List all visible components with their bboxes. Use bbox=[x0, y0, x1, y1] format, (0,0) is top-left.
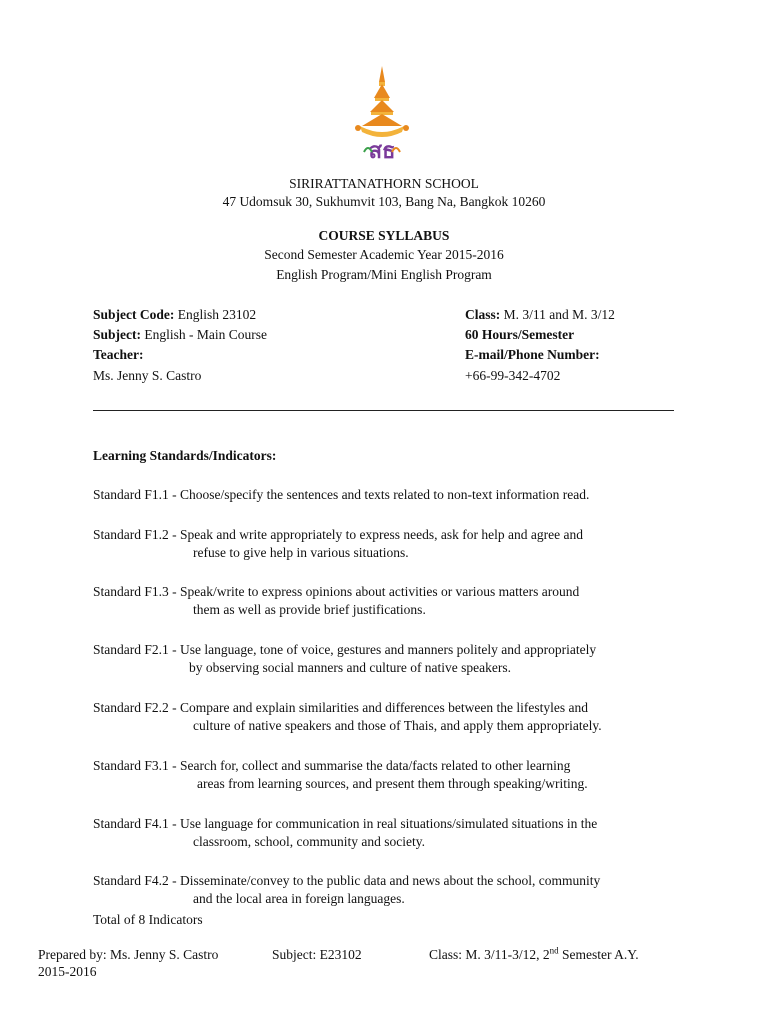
footer-year: 2015-2016 bbox=[38, 964, 97, 979]
subject-code-value: English 23102 bbox=[174, 307, 257, 322]
standard-line1: Standard F4.1 - Use language for communication in real situations/simulated situations in the bbox=[93, 816, 598, 831]
footer-class-ordinal: nd bbox=[549, 945, 559, 956]
semester-line: Second Semester Academic Year 2015-2016 bbox=[264, 247, 504, 262]
standard-line1: Standard F4.2 - Disseminate/convey to the public data and news about the school, community bbox=[93, 873, 601, 888]
standard-item bbox=[93, 873, 600, 907]
standard-line2: by observing social manners and culture of native speakers. bbox=[189, 660, 512, 675]
standard-line2: culture of native speakers and those of Thais, and apply them appropriately. bbox=[193, 718, 602, 733]
subject-value: English - Main Course bbox=[141, 327, 267, 342]
class-row bbox=[465, 307, 615, 323]
standard-line2: classroom, school, community and society. bbox=[193, 834, 425, 849]
standard-line1: Standard F3.1 - Search for, collect and summarise the data/facts related to other learning bbox=[93, 758, 571, 773]
standard-item bbox=[93, 487, 589, 503]
subject-label: Subject: bbox=[93, 327, 141, 342]
school-name: SIRIRATTANATHORN SCHOOL bbox=[289, 176, 479, 191]
standard-item bbox=[93, 584, 579, 618]
school-address: 47 Udomsuk 30, Sukhumvit 103, Bang Na, Bangkok 10260 bbox=[222, 194, 546, 209]
standard-line2: and the local area in foreign languages. bbox=[193, 891, 405, 906]
page-title: COURSE SYLLABUS bbox=[318, 228, 450, 243]
school-emblem-icon bbox=[350, 64, 414, 168]
standard-item bbox=[93, 642, 596, 676]
footer-class: Class: M. 3/11-3/12, 2nd Semester A.Y. bbox=[429, 945, 639, 962]
standard-line2: them as well as provide brief justifications. bbox=[193, 602, 426, 617]
footer-prepared-by: Prepared by: Ms. Jenny S. Castro bbox=[38, 947, 219, 962]
standard-item bbox=[93, 527, 583, 561]
contact-label: E-mail/Phone Number: bbox=[465, 347, 600, 362]
standard-item bbox=[93, 758, 588, 792]
teacher-label: Teacher: bbox=[93, 347, 144, 362]
standard-item bbox=[93, 700, 602, 734]
divider bbox=[93, 410, 674, 411]
program-line: English Program/Mini English Program bbox=[276, 267, 492, 282]
standard-item bbox=[93, 816, 597, 850]
hours-label: 60 Hours/Semester bbox=[465, 327, 575, 342]
standard-line2: areas from learning sources, and present them through speaking/writing. bbox=[197, 776, 588, 791]
standard-line1: Standard F1.3 - Speak/write to express opinions about activities or various matters around bbox=[93, 584, 580, 599]
teacher-name: Ms. Jenny S. Castro bbox=[93, 368, 202, 383]
subject-code-row bbox=[93, 307, 256, 323]
standard-line1: Standard F2.1 - Use language, tone of voice, gestures and manners politely and appropriately bbox=[93, 642, 597, 657]
class-value: M. 3/11 and M. 3/12 bbox=[500, 307, 615, 322]
school-logo bbox=[350, 64, 414, 168]
footer-subject: Subject: E23102 bbox=[272, 947, 362, 962]
standards-heading: Learning Standards/Indicators: bbox=[93, 448, 277, 463]
subject-code-label: Subject Code: bbox=[93, 307, 175, 322]
contact-value: +66-99-342-4702 bbox=[465, 368, 561, 383]
class-label: Class: bbox=[465, 307, 501, 322]
standard-line2: refuse to give help in various situations. bbox=[193, 545, 409, 560]
total-indicators: Total of 8 Indicators bbox=[93, 912, 203, 927]
standard-line1: Standard F2.2 - Compare and explain similarities and differences between the lifestyles and bbox=[93, 700, 588, 715]
standard-line1: Standard F1.1 - Choose/specify the sentences and texts related to non-text information read. bbox=[93, 487, 590, 502]
standard-line1: Standard F1.2 - Speak and write appropriately to express needs, ask for help and agree and bbox=[93, 527, 583, 542]
subject-row bbox=[93, 327, 267, 343]
logo-letters: สธ bbox=[368, 139, 396, 164]
